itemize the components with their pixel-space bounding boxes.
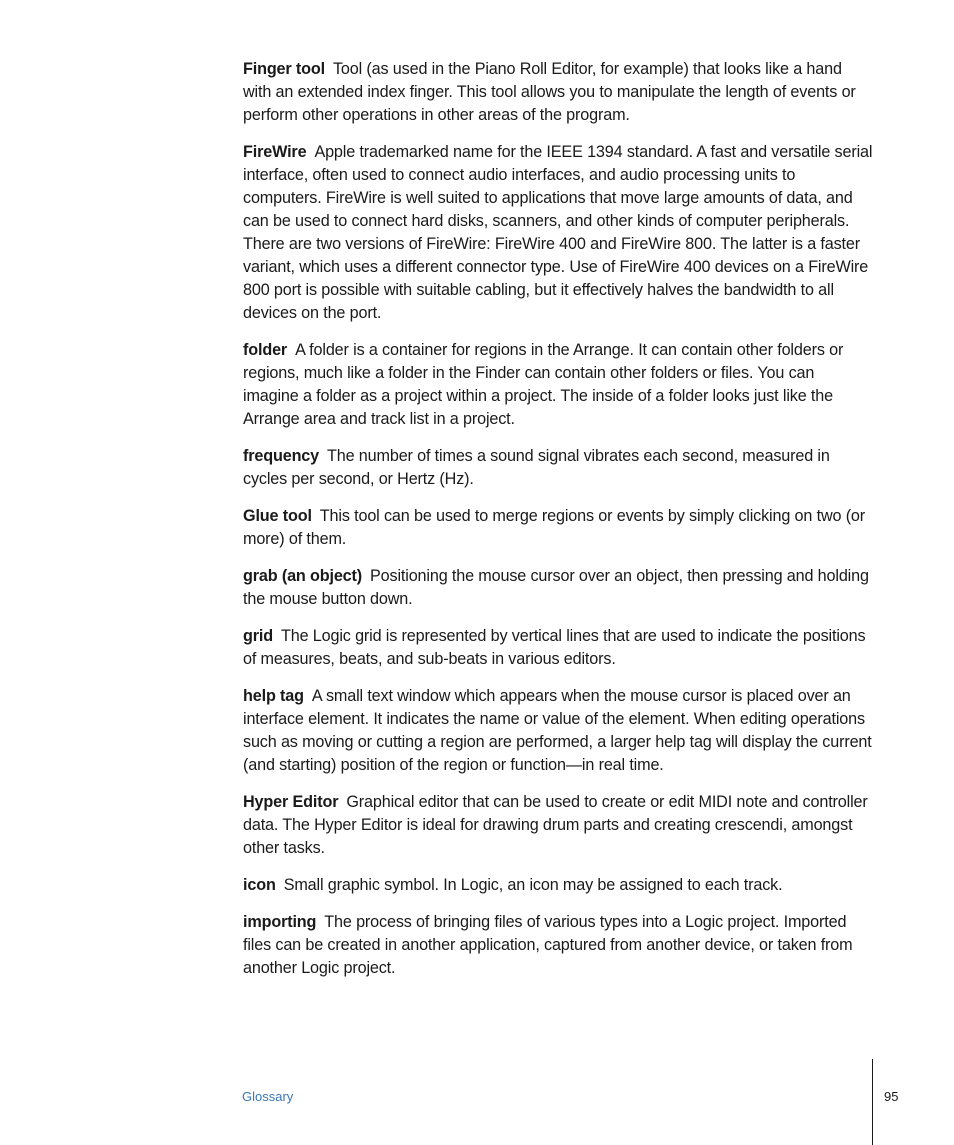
page-number: 95 <box>884 1089 899 1104</box>
glossary-term: Finger tool <box>243 60 325 78</box>
glossary-entry-hyper-editor <box>243 791 873 860</box>
glossary-term: icon <box>243 876 276 894</box>
glossary-definition: The process of bringing files of various types into a Logic project. Imported files can be created in another application, captured from another device, or taken from another Logic project. <box>243 913 853 977</box>
glossary-entry-grid <box>243 625 873 671</box>
footer-section-label: Glossary <box>242 1089 294 1104</box>
footer-divider <box>872 1059 873 1145</box>
glossary-definition: Small graphic symbol. In Logic, an icon may be assigned to each track. <box>283 876 783 894</box>
glossary-definition: Graphical editor that can be used to create or edit MIDI note and controller data. The Hyper Editor is ideal for drawing drum parts and creating crescendi, amongst other tasks. <box>243 793 868 857</box>
glossary-term: Glue tool <box>243 507 312 525</box>
glossary-definition: Positioning the mouse cursor over an object, then pressing and holding the mouse button down. <box>243 567 869 608</box>
glossary-entry-frequency <box>243 445 873 491</box>
glossary-term: FireWire <box>243 143 307 161</box>
glossary-term: folder <box>243 341 288 359</box>
glossary-definition: A folder is a container for regions in the Arrange. It can contain other folders or regions, much like a folder in the Finder can contain other folders or files. You can imagine a folder as a project within a project. The inside of a folder looks just like the Arrange area and track list in a project. <box>243 341 844 428</box>
glossary-definition: The number of times a sound signal vibrates each second, measured in cycles per second, or Hertz (Hz). <box>243 447 830 488</box>
glossary-definition: This tool can be used to merge regions or events by simply clicking on two (or more) of them. <box>243 507 866 548</box>
glossary-entry-icon <box>243 874 873 897</box>
glossary-term: Hyper Editor <box>243 793 339 811</box>
glossary-definition: Tool (as used in the Piano Roll Editor, for example) that looks like a hand with an extended index finger. This tool allows you to manipulate the length of events or perform other operations in other areas of the program. <box>243 60 856 124</box>
glossary-term: help tag <box>243 687 304 705</box>
glossary-term: grid <box>243 627 273 645</box>
glossary-entry-firewire <box>243 141 873 325</box>
glossary-definition: Apple trademarked name for the IEEE 1394 standard. A fast and versatile serial interface, often used to connect audio interfaces, and audio processing units to computers. FireWire is well suited to applications that move large amounts of data, and can be used to connect hard disks, scanners, and other kinds of computer peripherals. There are two versions of FireWire: FireWire 400 and FireWire 800. The latter is a faster variant, which uses a different connector type. Use of FireWire 400 devices on a FireWire 800 port is possible with suitable cabling, but it effectively halves the bandwidth to all devices on the port. <box>243 143 873 322</box>
glossary-definition: A small text window which appears when the mouse cursor is placed over an interface element. It indicates the name or value of the element. When editing operations such as moving or cutting a region are performed, a larger help tag will display the current (and starting) position of the region or function—in real time. <box>243 687 872 774</box>
glossary-entry-importing <box>243 911 873 980</box>
glossary-term: grab (an object) <box>243 567 363 585</box>
glossary-entry-glue-tool <box>243 505 873 551</box>
glossary-content <box>243 58 873 994</box>
glossary-entry-grab <box>243 565 873 611</box>
glossary-term: importing <box>243 913 317 931</box>
glossary-definition: The Logic grid is represented by vertical lines that are used to indicate the positions of measures, beats, and sub-beats in various editors. <box>243 627 866 668</box>
glossary-entry-help-tag <box>243 685 873 777</box>
glossary-entry-finger-tool <box>243 58 873 127</box>
glossary-term: frequency <box>243 447 320 465</box>
glossary-entry-folder <box>243 339 873 431</box>
